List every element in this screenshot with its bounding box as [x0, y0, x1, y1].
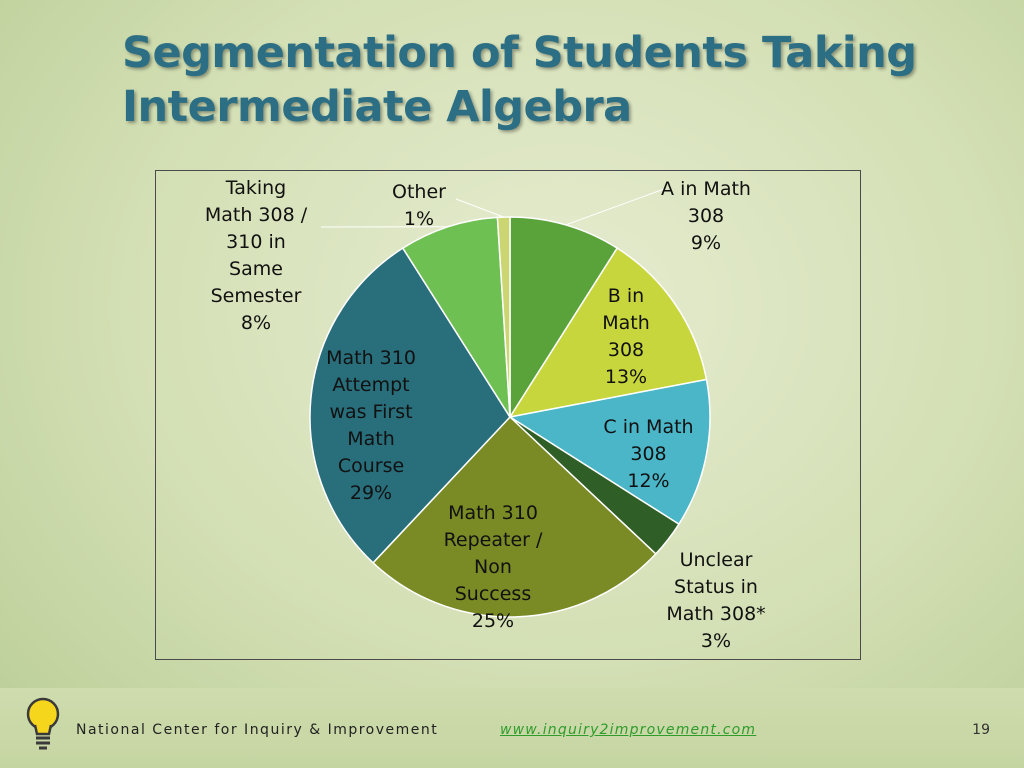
chart-frame — [155, 170, 861, 660]
slice-label-b-in-math-308: B in Math 308 13% — [602, 285, 650, 388]
footer-website-link[interactable]: www.inquiry2improvement.com — [500, 722, 757, 738]
slice-label-taking-same-semester: Taking Math 308 / 310 in Same Semester 8% — [204, 177, 308, 334]
slice-label-math-310-first-course: Math 310 Attempt was First Math Course 29% — [326, 347, 416, 504]
slice-label-c-in-math-308: C in Math 308 12% — [603, 416, 694, 492]
slide-title-line-2: Intermediate Algebra — [122, 82, 632, 132]
slide-title-line-1: Segmentation of Students Taking — [122, 28, 917, 78]
slice-label-math-310-repeater: Math 310 Repeater / Non Success 25% — [443, 502, 543, 632]
slice-label-a-in-math-308: A in Math 308 9% — [661, 178, 751, 254]
page-number: 19 — [972, 722, 990, 738]
slide-title — [122, 26, 982, 134]
footer-organization: National Center for Inquiry & Improvement — [76, 722, 439, 738]
lightbulb-icon — [18, 690, 68, 760]
slice-label-other: Other 1% — [392, 181, 446, 230]
slice-label-unclear-status: Unclear Status in Math 308* 3% — [666, 549, 766, 652]
